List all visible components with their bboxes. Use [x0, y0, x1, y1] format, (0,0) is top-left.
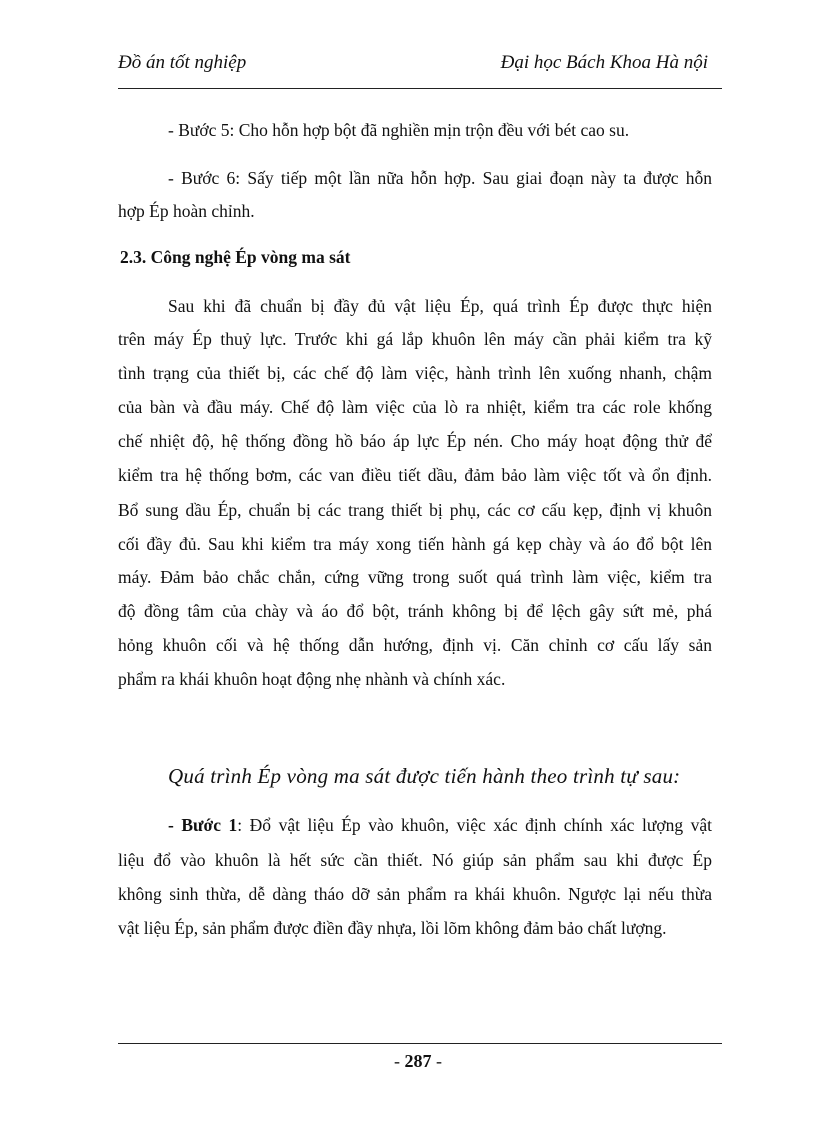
page-number-suffix: -	[431, 1051, 442, 1071]
step-1-line-1	[168, 814, 712, 836]
paragraph-line: cối đầy đủ. Sau khi kiểm tra máy xong tiến hành gá kẹp chày và áo đổ bột lên	[118, 534, 712, 554]
header-title-right: Đại học Bách Khoa Hà nội	[500, 52, 708, 73]
paragraph-line: của bàn và đầu máy. Chế độ làm việc của lò ra nhiệt, kiểm tra các role khống	[118, 397, 712, 417]
paragraph-line: Bổ sung dầu Ép, chuẩn bị các trang thiết bị phụ, các cơ cấu kẹp, định vị khuôn	[118, 500, 712, 520]
process-subheading: Quá trình Ép vòng ma sát được tiến hành theo trình tự sau:	[168, 764, 681, 788]
step-1-line: không sinh thừa, dễ dàng tháo dỡ sản phẩm ra khái khuôn. Ngược lại nếu thừa	[118, 884, 712, 904]
step-1-line-1-text: : Đổ vật liệu Ép vào khuôn, việc xác định chính xác lượng vật	[237, 815, 712, 835]
paragraph-line: trên máy Ép thuỷ lực. Trước khi gá lắp khuôn lên máy cần phải kiểm tra kỹ	[118, 329, 712, 349]
paragraph-line: hỏng khuôn cối và hệ thống dẫn hướng, định vị. Căn chỉnh cơ cấu lấy sản	[118, 635, 712, 655]
paragraph-line: phẩm ra khái khuôn hoạt động nhẹ nhành và chính xác.	[118, 669, 506, 689]
step-6-line-2: hợp Ép hoàn chỉnh.	[118, 201, 255, 221]
step-1-label: - Bước 1	[168, 815, 238, 835]
step-1-line: liệu đổ vào khuôn là hết sức cần thiết. Nó giúp sản phẩm sau khi được Ép	[118, 850, 712, 870]
paragraph-line: kiểm tra hệ thống bơm, các van điều tiết dầu, đảm bảo làm việc tốt và ổn định.	[118, 465, 712, 485]
section-heading: 2.3. Công nghệ Ép vòng ma sát	[120, 247, 351, 267]
paragraph-line: chế nhiệt độ, hệ thống đồng hồ báo áp lực Ép nén. Cho máy hoạt động thử để	[118, 431, 712, 451]
page-number-prefix: -	[394, 1051, 405, 1071]
paragraph-line: máy. Đảm bảo chắc chắn, cứng vững trong suốt quá trình làm việc, kiểm tra	[118, 567, 712, 587]
paragraph-line: độ đồng tâm của chày và áo đổ bột, tránh không bị để lệch gây sứt mẻ, phá	[118, 601, 712, 621]
paragraph-line: tình trạng của thiết bị, các chế độ làm việc, hành trình lên xuống nhanh, chậm	[118, 363, 712, 383]
page-number-value: 287	[404, 1051, 432, 1071]
step-1-line: vật liệu Ép, sản phẩm được điền đầy nhựa, lồi lõm không đảm bảo chất lượng.	[118, 918, 667, 938]
page-header	[118, 50, 722, 89]
header-title-left: Đồ án tốt nghiệp	[118, 52, 247, 73]
page-number	[0, 1051, 816, 1072]
step-6-line-1: - Bước 6: Sấy tiếp một lần nữa hỗn hợp. Sau giai đoạn này ta được hỗn	[168, 168, 712, 188]
paragraph-line: Sau khi đã chuẩn bị đầy đủ vật liệu Ép, quá trình Ép được thực hiện	[168, 296, 712, 316]
step-5-line: - Bước 5: Cho hỗn hợp bột đã nghiền mịn trộn đều với bét cao su.	[168, 120, 630, 140]
footer-divider	[118, 1043, 722, 1044]
